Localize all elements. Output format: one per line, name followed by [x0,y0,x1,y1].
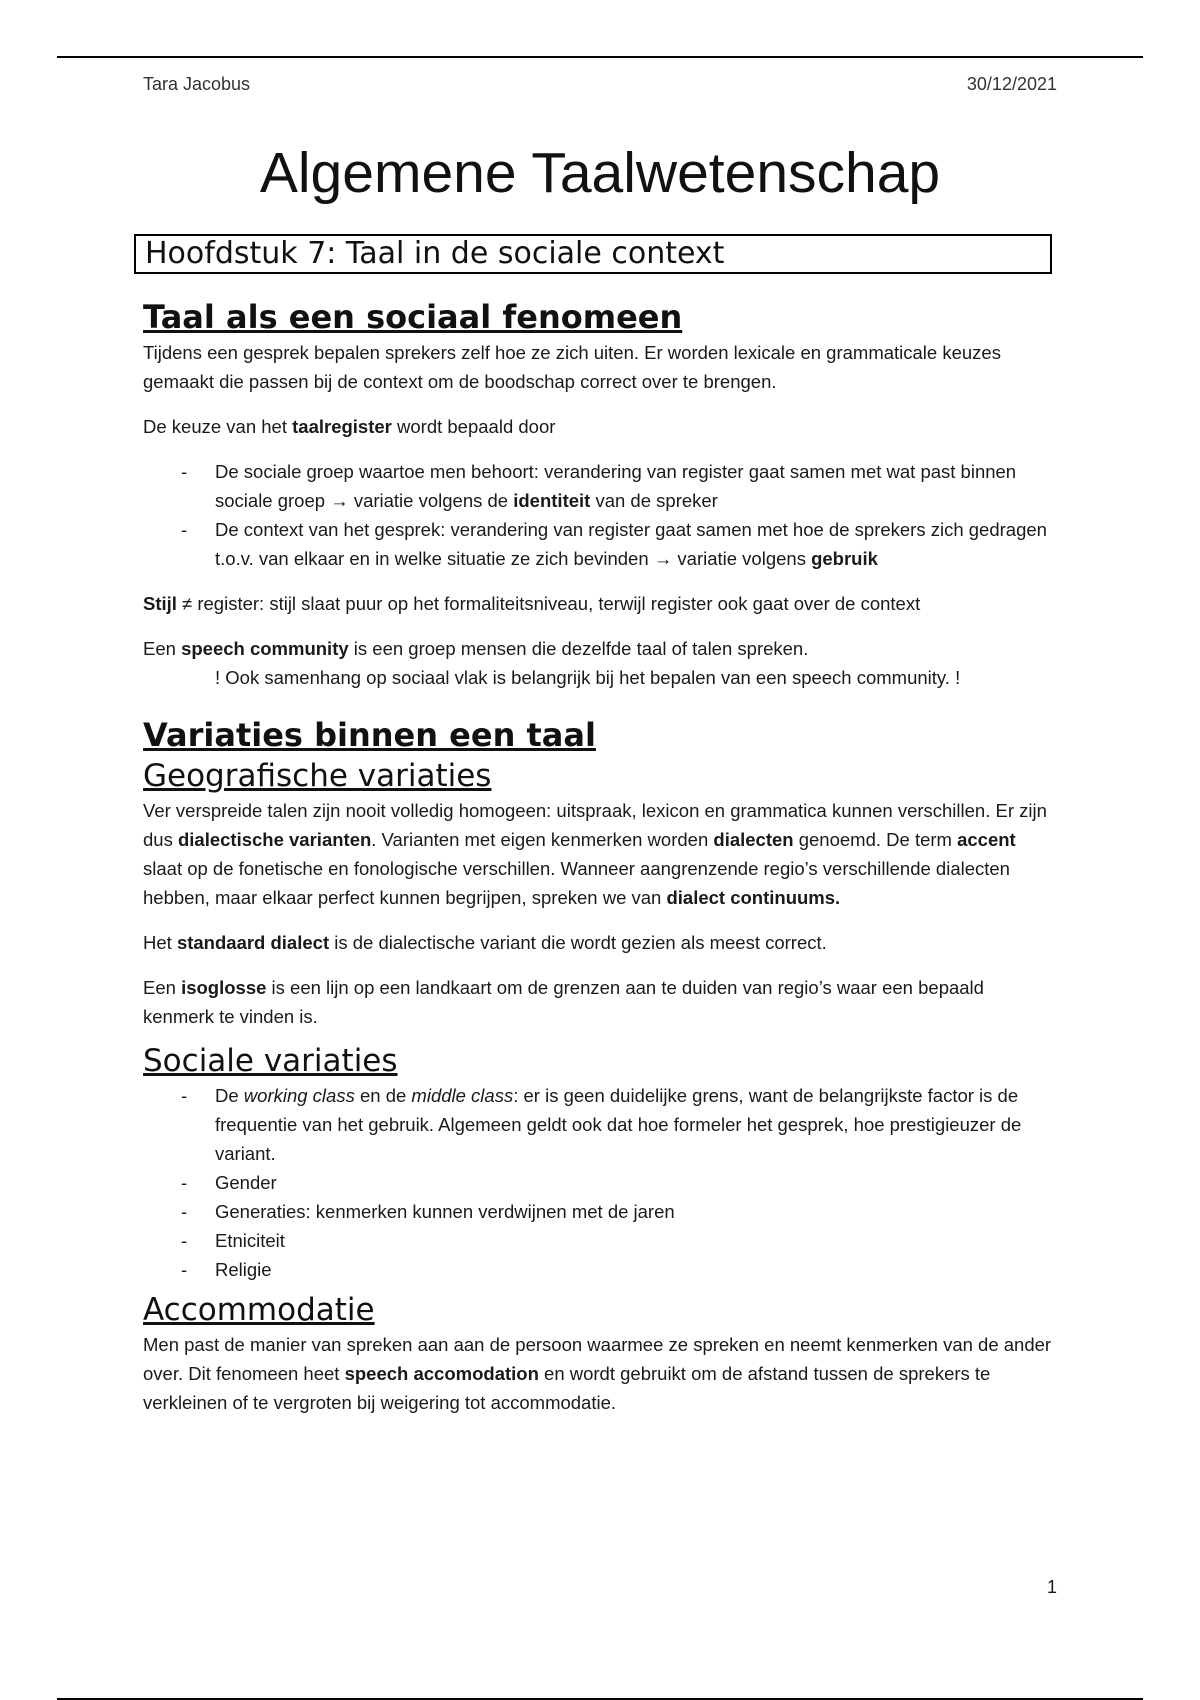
section-heading-social-phenomenon: Taal als een sociaal fenomeen [143,298,683,336]
list-item: - Etniciteit [143,1226,1057,1255]
paragraph-accommodation: Men past de manier van spreken aan aan de persoon waarmee ze spreken en neemt kenmerken van de ander over. Dit fenomeen heet speech accomodation en wordt gebruikt om de afstand tussen de sprekers te verkleinen of te vergroten bij weigering tot accommodatie. [143,1334,1052,1413]
section-heading-variations: Variaties binnen een taal [143,716,596,754]
page-number: 1 [1046,1577,1057,1597]
social-variations-list [143,1081,1057,1284]
paragraph-isoglosse: Een isoglosse is een lijn op een landkaart om de grenzen aan te duiden van regio’s waar een bepaald kenmerk te vinden is. [143,977,984,1027]
document-title: Algemene Taalwetenschap [259,141,941,205]
list-item: - Gender [143,1168,1057,1197]
paragraph-speech-community: Een speech community is een groep mensen die dezelfde taal of talen spreken. [143,638,809,659]
paragraph-intro: Tijdens een gesprek bepalen sprekers zelf hoe ze zich uiten. Er worden lexicale en grammaticale keuzes gemaakt die passen bij de context om de boodschap correct over te brengen. [143,342,1001,392]
list-item: - Generaties: kenmerken kunnen verdwijnen met de jaren [143,1197,1057,1226]
document-date: 30/12/2021 [966,74,1057,94]
register-factors-list [143,457,1057,573]
page-header [143,74,1057,98]
paragraph-style: Stijl ≠ register: stijl slaat puur op het formaliteitsniveau, terwijl register ook gaat over de context [143,593,921,614]
subheading-accommodation: Accommodatie [143,1292,375,1328]
chapter-title: Hoofdstuk 7: Taal in de sociale context [134,234,1052,274]
top-rule [57,56,1143,58]
paragraph-standard-dialect: Het standaard dialect is de dialectische variant die wordt gezien als meest correct. [143,932,827,953]
document-body [143,296,1057,1433]
speech-community-note: ! Ook samenhang op sociaal vlak is belangrijk bij het bepalen van een speech community. ! [215,667,961,688]
subheading-social: Sociale variaties [143,1043,398,1079]
list-item: - De working class en de middle class: er is geen duidelijke grens, want de belangrijkste factor is de frequentie van het gebruik. Algemeen geldt ook dat hoe formeler het gesprek, hoe prestigieuzer de variant. [143,1081,1057,1168]
list-item: - De sociale groep waartoe men behoort: verandering van register gaat samen met wat past binnen sociale groep → variatie volgens de identiteit van de spreker [143,457,1057,515]
paragraph-dialects: Ver verspreide talen zijn nooit volledig homogeen: uitspraak, lexicon en grammatica kunnen verschillen. Er zijn dus dialectische varianten. Varianten met eigen kenmerken worden dialecten genoemd. De term accent slaat op de fonetische en fonologische verschillen. Wanneer aangrenzende regio’s verschillende dialecten hebben, maar elkaar perfect kunnen begrijpen, spreken we van dialect continuums. [143,800,1047,908]
list-item: - De context van het gesprek: verandering van register gaat samen met hoe de sprekers zich gedragen t.o.v. van elkaar en in welke situatie ze zich bevinden → variatie volgens gebruik [143,515,1057,573]
author-name: Tara Jacobus [143,74,251,94]
subheading-geographic: Geografische variaties [143,758,492,794]
list-item: - Religie [143,1255,1057,1284]
paragraph-register: De keuze van het taalregister wordt bepaald door [143,416,556,437]
